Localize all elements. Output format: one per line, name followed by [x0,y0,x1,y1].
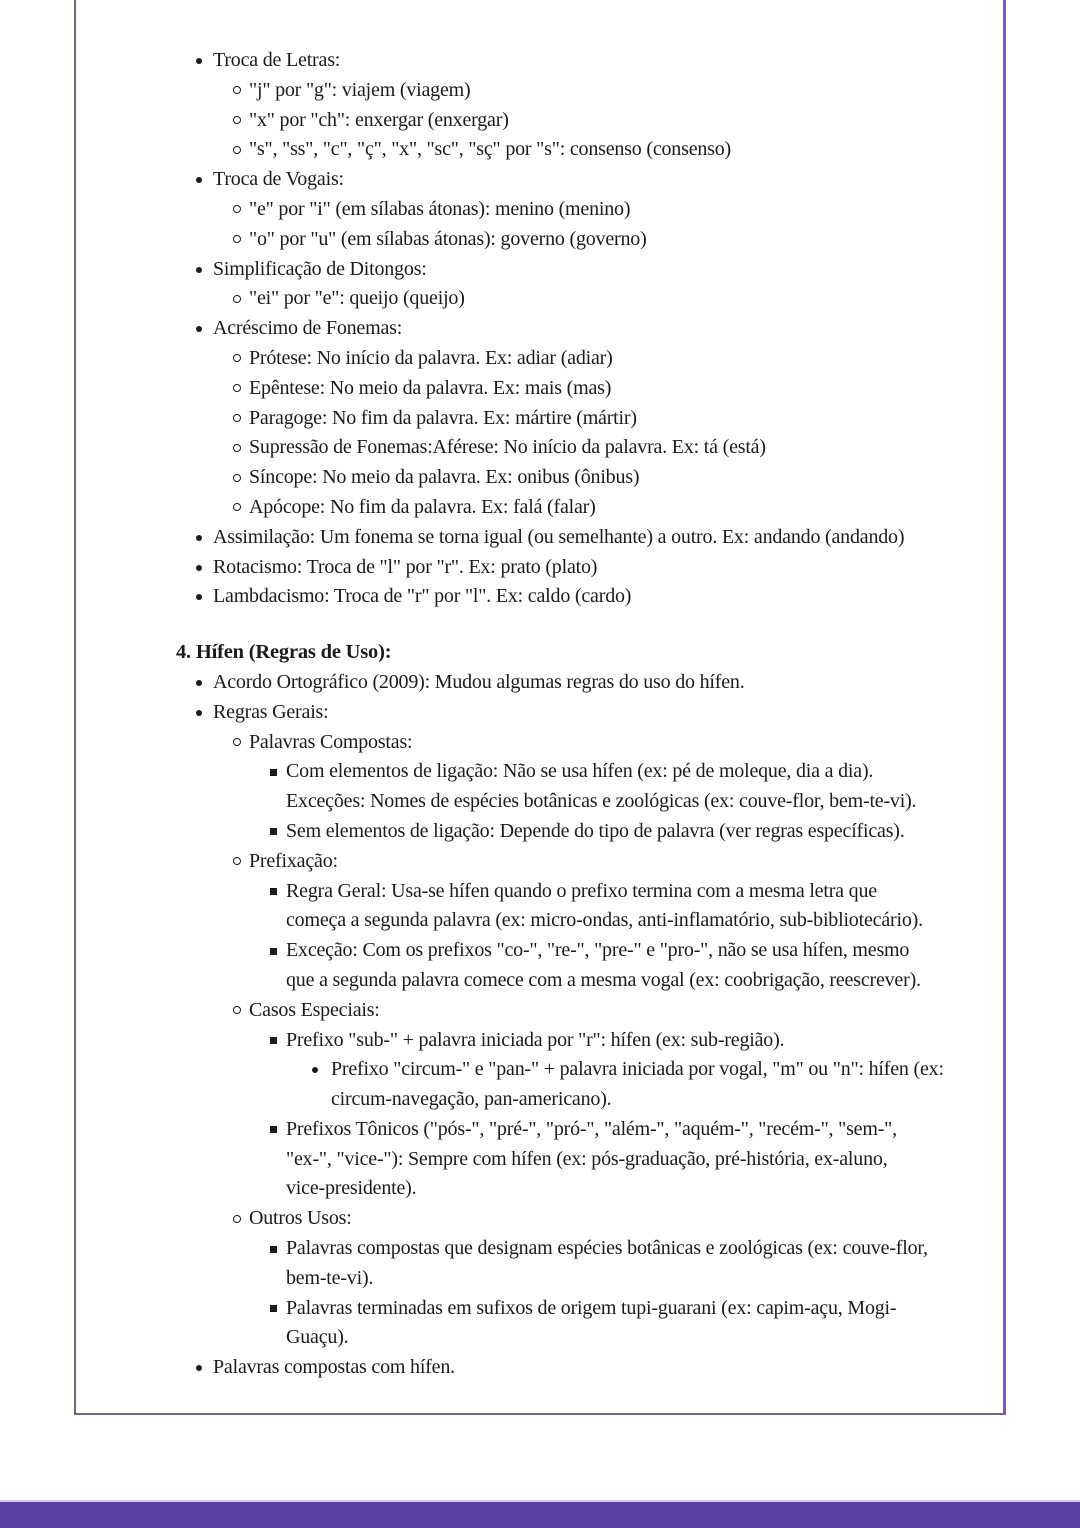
bullet-circle-icon [233,857,241,865]
list-item [176,344,1068,374]
list-item-text: Prefixação: [249,849,338,872]
list-item-text: Prefixos Tônicos ("pós-", "pré-", "pró-", "além-", "aquém-", "recém-", "sem-", [286,1117,897,1140]
list-item [176,433,1068,463]
bullet-square-icon [270,828,277,835]
list-item-text: Simplificação de Ditongos: [213,257,427,280]
list-item [176,1115,1068,1204]
bullet-circle-icon [233,295,241,303]
list-item [176,698,1068,728]
list-item-text: Paragoge: No fim da palavra. Ex: mártire (mártir) [249,406,637,429]
list-item-text: "x" por "ch": enxergar (enxergar) [249,108,509,131]
list-item [176,1204,1068,1234]
bullet-disc-icon [196,58,202,64]
bullet-disc-icon [196,267,202,273]
bullet-circle-icon [233,738,241,746]
list-item [176,847,1068,877]
list-item-text: "o" por "u" (em sílabas átonas): governo (governo) [249,227,647,250]
list-item-text: "j" por "g": viajem (viagem) [249,78,471,101]
list-item [176,936,1068,996]
list-item [176,1234,1068,1294]
bullet-circle-icon [233,205,241,213]
list-item-text: Palavras compostas com hífen. [213,1356,455,1379]
bullet-square-icon [270,769,277,776]
list-item [176,1055,1068,1115]
list-item-text: Outros Usos: [249,1207,352,1230]
list-item [176,404,1068,434]
bullet-circle-icon [233,116,241,124]
list-item [176,255,1068,285]
list-item-text: "e" por "i" (em sílabas átonas): menino (menino) [249,197,631,220]
list-item [176,314,1068,344]
bullet-disc-icon [196,326,202,332]
bullet-square-icon [270,948,277,955]
list-item-text: Prefixo "circum-" e "pan-" + palavra iniciada por vogal, "m" ou "n": hífen (ex: [331,1058,944,1081]
list-item [176,135,1068,165]
list-item-text: Epêntese: No meio da palavra. Ex: mais (mas) [249,376,612,399]
list-item [176,877,1068,937]
bullet-circle-icon [233,1006,241,1014]
list-item-text: Guaçu). [286,1326,349,1349]
bullet-disc-icon [196,680,202,686]
list-item-text: começa a segunda palavra (ex: micro-ondas, anti-inflamatório, sub-bibliotecário). [286,909,923,932]
section-heading: 4. Hífen (Regras de Uso): [176,641,392,664]
list-item [176,996,1068,1026]
bullet-circle-icon [233,384,241,392]
bullet-circle-icon [233,354,241,362]
bullet-disc-icon [196,710,202,716]
list-item [176,374,1068,404]
list-item-text: Supressão de Fonemas:Aférese: No início da palavra. Ex: tá (está) [249,436,766,459]
list-item [176,493,1068,523]
list-item-text: Com elementos de ligação: Não se usa hífen (ex: pé de moleque, dia a dia). [286,760,874,783]
list-item-text: Acréscimo de Fonemas: [213,317,403,340]
list-item-text: Exceção: Com os prefixos "co-", "re-", "pre-" e "pro-", não se usa hífen, mesmo [286,939,910,962]
list-item [176,523,1068,553]
bullet-disc-icon [196,565,202,571]
bullet-square-icon [270,1126,277,1133]
bullet-circle-icon [233,86,241,94]
list-item [176,1294,1068,1354]
list-item-text: Rotacismo: Troca de "l" por "r". Ex: prato (plato) [213,555,598,578]
list-item-text: Acordo Ortográfico (2009): Mudou algumas regras do uso do hífen. [213,670,745,693]
list-item-text: bem-te-vi). [286,1266,374,1289]
footer-accent-bar [0,1500,1080,1528]
list-item [176,553,1068,583]
list-item [176,582,1068,612]
list-item [176,463,1068,493]
bullet-disc-icon [312,1067,318,1073]
list-item-text: Palavras Compostas: [249,730,413,753]
bullet-circle-icon [233,414,241,422]
bullet-circle-icon [233,1215,241,1223]
list-item-text: Assimilação: Um fonema se torna igual (ou semelhante) a outro. Ex: andando (andando) [213,525,905,548]
list-item-text: Palavras terminadas em sufixos de origem tupi-guarani (ex: capim-açu, Mogi- [286,1296,897,1319]
document-box [74,0,1006,1415]
bullet-circle-icon [233,503,241,511]
list-item [176,668,1068,698]
list-item-text: Prótese: No início da palavra. Ex: adiar (adiar) [249,346,613,369]
bullet-disc-icon [196,535,202,541]
bullet-square-icon [270,1305,277,1312]
document-content [176,46,1068,1383]
list-item-text: Lambdacismo: Troca de "r" por "l". Ex: caldo (cardo) [213,585,632,608]
list-item-text: Síncope: No meio da palavra. Ex: onibus (ônibus) [249,466,640,489]
list-item [176,46,1068,76]
bullet-square-icon [270,888,277,895]
list-item [176,165,1068,195]
list-item [176,728,1068,758]
bullet-circle-icon [233,444,241,452]
list-item-text: Palavras compostas que designam espécies botânicas e zoológicas (ex: couve-flor, [286,1237,928,1260]
list-item-text: circum-navegação, pan-americano). [331,1088,612,1111]
list-item [176,76,1068,106]
bullet-circle-icon [233,474,241,482]
list-item-text: Apócope: No fim da palavra. Ex: falá (falar) [249,495,596,518]
bullet-square-icon [270,1246,277,1253]
list-item-text: Casos Especiais: [249,998,380,1021]
list-item [176,757,1068,817]
list-item-text: Sem elementos de ligação: Depende do tipo de palavra (ver regras específicas). [286,819,905,842]
bullet-circle-icon [233,146,241,154]
list-item-text: Regras Gerais: [213,700,329,723]
list-item-text: Regra Geral: Usa-se hífen quando o prefixo termina com a mesma letra que [286,879,877,902]
bullet-disc-icon [196,594,202,600]
list-item [176,106,1068,136]
list-item [176,1353,1068,1383]
list-item [176,1026,1068,1056]
bullet-disc-icon [196,1365,202,1371]
list-item-text: "s", "ss", "c", "ç", "x", "sc", "sç" por "s": consenso (consenso) [249,138,732,161]
list-item-text: Troca de Vogais: [213,168,344,191]
bullet-disc-icon [196,177,202,183]
list-item [176,817,1068,847]
list-item-text: Exceções: Nomes de espécies botânicas e zoológicas (ex: couve-flor, bem-te-vi). [286,790,917,813]
list-item-text: "ei" por "e": queijo (queijo) [249,287,465,310]
list-item [176,284,1068,314]
list-item-text: Troca de Letras: [213,49,341,71]
list-item-text: Prefixo "sub-" + palavra iniciada por "r": hífen (ex: sub-região). [286,1028,785,1051]
list-item-text: vice-presidente). [286,1177,417,1200]
bullet-circle-icon [233,235,241,243]
list-item [176,195,1068,225]
list-item-text: "ex-", "vice-"): Sempre com hífen (ex: pós-graduação, pré-história, ex-aluno, [286,1147,888,1170]
list-item-text: que a segunda palavra comece com a mesma vogal (ex: coobrigação, reescrever). [286,968,921,991]
bullet-square-icon [270,1037,277,1044]
list-item [176,225,1068,255]
